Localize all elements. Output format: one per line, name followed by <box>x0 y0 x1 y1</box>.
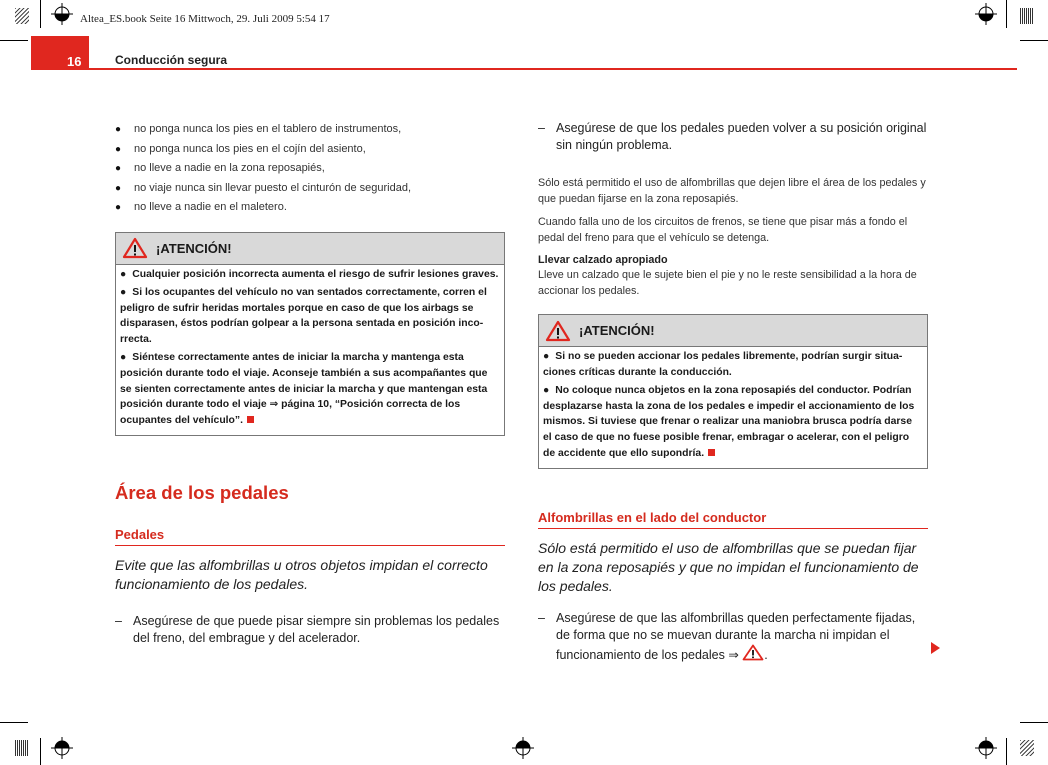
warning-title: ¡ATENCIÓN! <box>579 323 655 338</box>
subsection-title: Alfombrillas en el lado del conductor <box>538 510 928 529</box>
paragraph: Sólo está permitido el uso de alfombrillas que dejen libre el área de los pedales y que puedan fijarse en la zona reposapiés. <box>538 177 926 205</box>
subsection-title: Pedales <box>115 527 505 546</box>
paragraph: Lleve un calzado que le sujete bien el pie y no le reste sensibilidad a la hora de accionar los pedales. <box>538 269 917 297</box>
warning-item: ● Siéntese correctamente antes de iniciar la marcha y mantenga esta posición durante todo el viaje. Aconseje también a sus acompañantes que se sienten correctamente antes de iniciar la marcha y que mantengan esta posición durante todo el viaje ⇒ página 10, “Posición correcta de los ocupantes del vehículo”. <box>120 352 488 426</box>
warning-item: ● Si los ocupantes del vehículo no van sentados correctamente, corren el peligro de sufrir heridas mortales porque en caso de que los airbags se disparasen, éstos podrían golpear a la persona sentada en posición inco-rrecta. <box>120 287 487 345</box>
crop-mark <box>1020 722 1048 723</box>
bullet-list <box>115 120 505 218</box>
registration-mark-icon <box>975 3 997 25</box>
crop-mark <box>1006 0 1007 28</box>
list-item: ● no viaje nunca sin llevar puesto el cinturón de seguridad, <box>115 179 505 199</box>
section-title: Área de los pedales <box>115 482 289 504</box>
list-item: ● no ponga nunca los pies en el tablero de instrumentos, <box>115 120 505 140</box>
right-column <box>538 120 928 664</box>
list-item: ● no ponga nunca los pies en el cojín del asiento, <box>115 140 505 160</box>
dash-item: – Asegúrese de que los pedales pueden volver a su posición original sin ningún problema. <box>538 121 927 152</box>
paragraph: Cuando falla uno de los circuitos de frenos, se tiene que pisar más a fondo el pedal del freno para que el vehículo se detenga. <box>538 216 908 244</box>
crop-mark <box>1006 738 1007 765</box>
chapter-title: Conducción segura <box>115 53 228 67</box>
warning-header <box>116 233 504 265</box>
header-rule <box>89 68 1017 70</box>
print-swatch-bottom-right <box>1020 740 1034 756</box>
warning-item: ● Si no se pueden accionar los pedales libremente, podrían surgir situa-ciones críticas durante la conducción. <box>543 351 903 378</box>
crop-mark <box>40 0 41 28</box>
warning-header <box>539 315 927 347</box>
warning-title: ¡ATENCIÓN! <box>156 240 232 256</box>
warning-item: ● No coloque nunca objetos en la zona reposapiés del conductor. Podrían desplazarse hasta la zona de los pedales e impedir el accionamiento de los mismos. Si tuviese que frenar o realizar una maniobra brusca podría darse el caso de que no fuese posible frenar, embragar o acelerar, con el peligro de accidente que ello supondría. <box>543 385 915 459</box>
warning-box <box>538 314 928 469</box>
registration-mark-icon <box>51 3 73 25</box>
crop-mark <box>40 738 41 765</box>
left-column <box>115 120 505 647</box>
paragraph-heading: Llevar calzado apropiado <box>538 254 668 266</box>
page-number: 16 <box>31 36 89 70</box>
print-slug: Altea_ES.book Seite 16 Mittwoch, 29. Juli 2009 5:54 17 <box>80 13 330 25</box>
registration-mark-icon <box>51 737 73 759</box>
crop-mark <box>0 722 28 723</box>
list-item: ● no lleve a nadie en la zona reposapiés, <box>115 159 505 179</box>
end-marker <box>247 416 254 423</box>
warning-body <box>116 265 504 436</box>
print-swatch-top-right <box>1020 8 1034 24</box>
crop-mark <box>0 40 28 41</box>
print-swatch-bottom-left <box>15 740 29 756</box>
warning-triangle-icon <box>122 237 148 259</box>
lead-paragraph: Evite que las alfombrillas u otros objetos impidan el correcto funcionamiento de los pedales. <box>115 557 488 593</box>
warning-item: ● Cualquier posición incorrecta aumenta el riesgo de sufrir lesiones graves. <box>120 268 499 280</box>
warning-body <box>539 347 927 468</box>
print-swatch-top-left <box>15 8 29 24</box>
lead-paragraph: Sólo está permitido el uso de alfombrillas que se puedan fijar en la zona reposapiés y que no impidan el funcionamiento de los pedales. <box>538 540 919 595</box>
registration-mark-icon <box>975 737 997 759</box>
warning-reference-icon[interactable] <box>742 644 764 661</box>
warning-triangle-icon <box>545 320 571 342</box>
list-item: ● no lleve a nadie en el maletero. <box>115 198 505 218</box>
dash-item: – Asegúrese de que las alfombrillas queden perfectamente fijadas, de forma que no se muevan durante la marcha ni impidan el funcionamiento de los pedales ⇒ . <box>538 611 916 663</box>
crop-mark <box>1020 40 1048 41</box>
dash-item: – Asegúrese de que puede pisar siempre sin problemas los pedales del freno, del embrague y del acelerador. <box>115 614 500 646</box>
end-marker <box>708 449 715 456</box>
continue-arrow-icon <box>931 642 940 654</box>
registration-mark-icon <box>512 737 534 759</box>
page-reference-link[interactable]: ⇒ página 10, “Posición correcta de los ocupantes del vehículo”. <box>120 399 461 426</box>
warning-box <box>115 232 505 437</box>
